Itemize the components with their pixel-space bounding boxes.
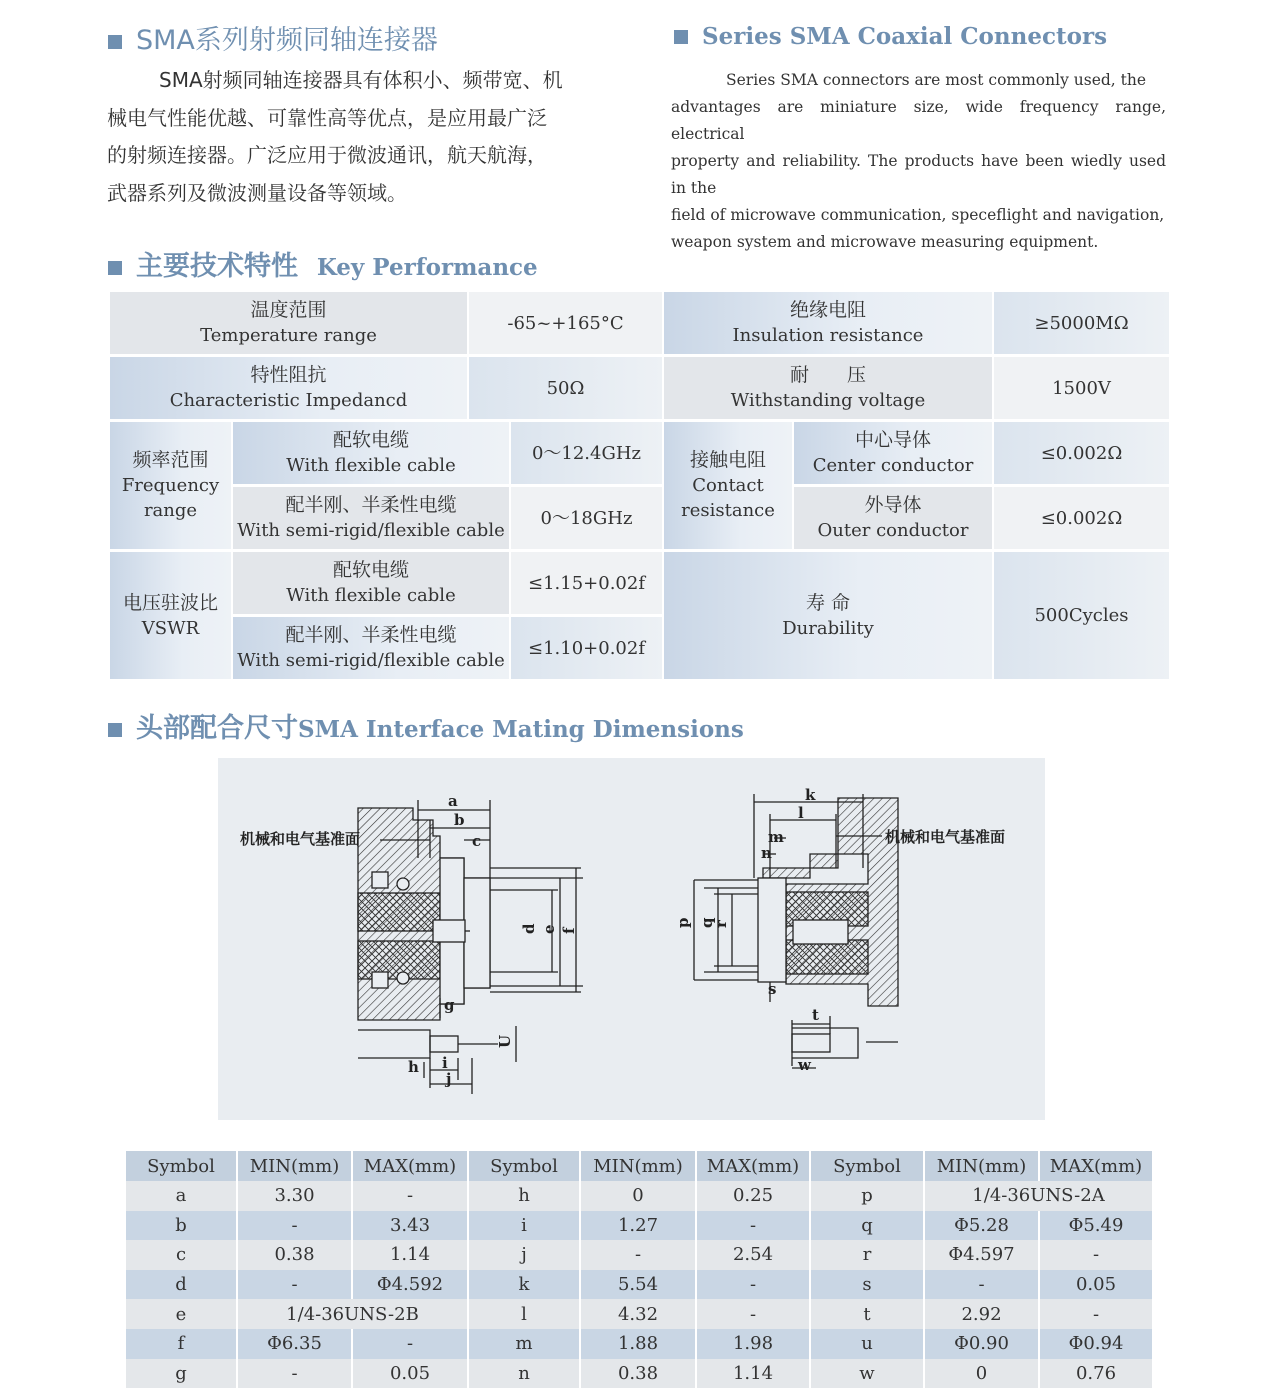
table-cell: 5.54: [581, 1270, 697, 1300]
square-bullet-icon: [674, 30, 688, 44]
contact-outer-value: ≤0.002Ω: [994, 487, 1169, 549]
vswr-flex-value: ≤1.15+0.02f: [511, 552, 662, 614]
table-cell: 1/4-36UNS-2B: [238, 1299, 469, 1329]
svg-text:r: r: [712, 920, 730, 928]
svg-text:w: w: [798, 1056, 811, 1074]
svg-text:p: p: [674, 917, 692, 928]
contact-center-value: ≤0.002Ω: [994, 422, 1169, 484]
vswr-semi-value: ≤1.10+0.02f: [511, 617, 662, 679]
table-cell: 0.05: [353, 1359, 469, 1389]
key-performance-table: [110, 292, 1169, 679]
frequency-semi-label: 配半刚、半柔性电缆 With semi-rigid/flexible cable: [233, 487, 509, 549]
table-cell: i: [469, 1211, 581, 1241]
table-cell: q: [811, 1211, 925, 1241]
header-cell: MAX(mm): [353, 1151, 469, 1181]
table-cell: k: [469, 1270, 581, 1300]
table-cell: u: [811, 1329, 925, 1359]
table-cell: Φ4.592: [353, 1270, 469, 1300]
table-cell: -: [1040, 1299, 1154, 1329]
voltage-value: 1500V: [994, 357, 1169, 419]
table-row: [126, 1270, 1154, 1300]
key-performance-heading: 主要技术特性 Key Performance: [108, 244, 538, 283]
ref-plane-left-label: 机械和电气基准面: [240, 830, 361, 848]
table-cell: l: [469, 1299, 581, 1329]
table-cell: n: [469, 1359, 581, 1389]
table-cell: -: [925, 1270, 1040, 1300]
table-row: [126, 1299, 1154, 1329]
left-connector-section: [358, 800, 583, 1094]
insulation-label: 绝缘电阻 Insulation resistance: [664, 292, 992, 354]
table-row: [126, 1211, 1154, 1241]
table-cell: j: [469, 1240, 581, 1270]
svg-text:g: g: [444, 996, 455, 1014]
table-cell: -: [238, 1270, 353, 1300]
svg-text:h: h: [408, 1058, 419, 1076]
dimensions-table: [126, 1151, 1154, 1388]
table-cell: -: [1040, 1240, 1154, 1270]
svg-text:j: j: [446, 1070, 452, 1088]
frequency-flex-value: 0～12.4GHz: [511, 422, 662, 484]
svg-text:l: l: [798, 804, 804, 822]
table-cell: f: [126, 1329, 238, 1359]
table-cell: h: [469, 1181, 581, 1211]
table-cell: 0.76: [1040, 1359, 1154, 1389]
interface-diagram: [218, 758, 1045, 1120]
table-cell: Φ5.49: [1040, 1211, 1154, 1241]
table-cell: Φ6.35: [238, 1329, 353, 1359]
svg-text:a: a: [448, 792, 458, 810]
table-cell: -: [238, 1359, 353, 1389]
table-cell: 2.54: [697, 1240, 811, 1270]
voltage-label: 耐 压 Withstanding voltage: [664, 357, 992, 419]
svg-text:e: e: [540, 924, 558, 934]
dimensions-header-row: [126, 1151, 1154, 1181]
contact-outer-label: 外导体 Outer conductor: [794, 487, 992, 549]
zh-series-title: SMA系列射频同轴连接器: [108, 18, 438, 57]
table-cell: g: [126, 1359, 238, 1389]
table-cell: 0.38: [581, 1359, 697, 1389]
header-cell: MIN(mm): [581, 1151, 697, 1181]
table-cell: -: [697, 1211, 811, 1241]
table-cell: d: [126, 1270, 238, 1300]
table-cell: 3.30: [238, 1181, 353, 1211]
table-cell: 1.27: [581, 1211, 697, 1241]
table-cell: 1.98: [697, 1329, 811, 1359]
svg-text:d: d: [520, 923, 538, 934]
durability-value: 500Cycles: [994, 552, 1169, 679]
table-cell: 0: [581, 1181, 697, 1211]
table-cell: 0.38: [238, 1240, 353, 1270]
connector-drawing: [218, 758, 1045, 1120]
table-cell: -: [697, 1270, 811, 1300]
svg-text:b: b: [454, 811, 465, 829]
header-cell: MAX(mm): [697, 1151, 811, 1181]
dimensions-table-body: [126, 1151, 1154, 1388]
table-cell: r: [811, 1240, 925, 1270]
impedance-label: 特性阻抗 Characteristic Impedancd: [110, 357, 467, 419]
table-cell: 3.43: [353, 1211, 469, 1241]
frequency-flex-label: 配软电缆 With flexible cable: [233, 422, 509, 484]
svg-text:n: n: [761, 844, 772, 862]
table-cell: s: [811, 1270, 925, 1300]
table-cell: Φ4.597: [925, 1240, 1040, 1270]
header-cell: MIN(mm): [925, 1151, 1040, 1181]
table-cell: Φ0.90: [925, 1329, 1040, 1359]
table-cell: 0.05: [1040, 1270, 1154, 1300]
svg-text:k: k: [805, 786, 816, 804]
mating-dimensions-heading: 头部配合尺寸SMA Interface Mating Dimensions: [108, 706, 744, 745]
table-cell: m: [469, 1329, 581, 1359]
table-cell: w: [811, 1359, 925, 1389]
header-cell: MAX(mm): [1040, 1151, 1154, 1181]
svg-text:q: q: [698, 917, 716, 928]
table-cell: 1.14: [697, 1359, 811, 1389]
header-cell: MIN(mm): [238, 1151, 353, 1181]
table-row: [126, 1240, 1154, 1270]
svg-text:c: c: [472, 832, 482, 850]
en-intro-paragraph: Series SMA connectors are most commonly used, the advantages are miniature size, wide frequency range, electrical property and reliability. The products have been wiedly used in the field of microwave communication, speceflight and navigation, weapon system and microwave measuring equipment.: [671, 71, 1166, 251]
insulation-value: ≥5000MΩ: [994, 292, 1169, 354]
temperature-value: -65~+165°C: [469, 292, 662, 354]
temperature-label: 温度范围 Temperature range: [110, 292, 467, 354]
svg-text:m: m: [768, 828, 784, 846]
table-cell: Φ5.28: [925, 1211, 1040, 1241]
table-row: [126, 1329, 1154, 1359]
table-cell: 1.14: [353, 1240, 469, 1270]
zh-intro-paragraph: SMA射频同轴连接器具有体积小、频带宽、机 械电气性能优越、可靠性高等优点，是应用最广泛 的射频连接器。广泛应用于微波通讯，航天航海， 武器系列及微波测量设备等领域。: [107, 68, 563, 205]
table-cell: -: [353, 1181, 469, 1211]
svg-text:f: f: [560, 927, 578, 934]
table-cell: -: [238, 1211, 353, 1241]
svg-text:s: s: [768, 980, 777, 998]
vswr-semi-label: 配半刚、半柔性电缆 With semi-rigid/flexible cable: [233, 617, 509, 679]
vswr-flex-label: 配软电缆 With flexible cable: [233, 552, 509, 614]
table-cell: e: [126, 1299, 238, 1329]
table-cell: p: [811, 1181, 925, 1211]
table-cell: 4.32: [581, 1299, 697, 1329]
table-cell: -: [581, 1240, 697, 1270]
table-row: [126, 1181, 1154, 1211]
contact-label: 接触电阻 Contact resistance: [664, 422, 792, 549]
right-connector-section: [694, 794, 898, 1068]
table-cell: t: [811, 1299, 925, 1329]
table-cell: -: [697, 1299, 811, 1329]
table-row: [126, 1359, 1154, 1389]
impedance-value: 50Ω: [469, 357, 662, 419]
header-cell: Symbol: [469, 1151, 581, 1181]
table-cell: 1.88: [581, 1329, 697, 1359]
table-cell: 1/4-36UNS-2A: [925, 1181, 1154, 1211]
svg-text:t: t: [812, 1006, 819, 1024]
table-cell: 0: [925, 1359, 1040, 1389]
frequency-semi-value: 0～18GHz: [511, 487, 662, 549]
durability-label: 寿 命 Durability: [664, 552, 992, 679]
header-cell: Symbol: [126, 1151, 238, 1181]
frequency-label: 频率范围 Frequency range: [110, 422, 231, 549]
header-cell: Symbol: [811, 1151, 925, 1181]
square-bullet-icon: [108, 35, 122, 49]
en-series-title: Series SMA Coaxial Connectors: [674, 20, 1107, 51]
contact-center-label: 中心导体 Center conductor: [794, 422, 992, 484]
table-cell: 2.92: [925, 1299, 1040, 1329]
vswr-label: 电压驻波比 VSWR: [110, 552, 231, 679]
table-cell: a: [126, 1181, 238, 1211]
table-cell: b: [126, 1211, 238, 1241]
square-bullet-icon: [108, 261, 122, 275]
table-cell: -: [353, 1329, 469, 1359]
svg-text:i: i: [442, 1054, 448, 1072]
table-cell: Φ0.94: [1040, 1329, 1154, 1359]
table-cell: 0.25: [697, 1181, 811, 1211]
square-bullet-icon: [108, 723, 122, 737]
ref-plane-right-label: 机械和电气基准面: [885, 828, 1006, 846]
table-cell: c: [126, 1240, 238, 1270]
svg-text:U: U: [496, 1034, 514, 1048]
